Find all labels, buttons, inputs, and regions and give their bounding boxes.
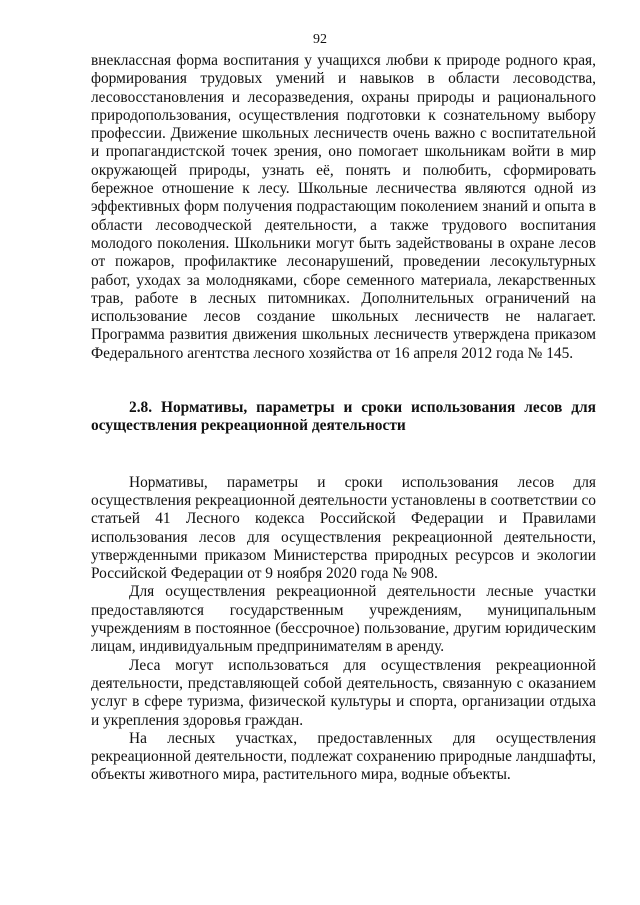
spacer — [91, 436, 596, 474]
section-paragraph: На лесных участках, предоставленных для осуществления рекреационной деятельности, подлежат сохранению природные ландшафты, объекты животного мира, растительного мира, водные объекты. — [91, 729, 596, 784]
section-paragraph: Леса могут использоваться для осуществления рекреационной деятельности, представляющей собой деятельность, связанную с оказанием услуг в сфере туризма, физической культуры и спорта, организации отдыха и укрепления здоровья граждан. — [91, 656, 596, 729]
paragraph-continued: внеклассная форма воспитания у учащихся любви к природе родного края, формирования трудовых умений и навыков в области лесоводства, лесовосстановления и лесоразведения, охраны природы и рационального природопользования, осуществления подготовки к сознательному выбору профессии. Движение школьных лесничеств очень важно с воспитательной и пропагандистской точек зрения, оно помогает школьникам войти в мир окружающей природы, узнать её, понять и полюбить, сформировать бережное отношение к лесу. Школьные лесничества являются одной из эффективных форм получения подрастающим поколением знаний и опыта в области лесоводческой деятельности, а также трудового воспитания молодого поколения. Школьники могут быть задействованы в охране лесов от пожаров, профилактике лесонарушений, проведении лесокультурных работ, уходах за молодняками, сборе семенного материала, лекарственных трав, работе в лесных питомниках. Дополнительных ограничений на использование лесов создание школьных лесничеств не налагает. Программа развития движения школьных лесничеств утверждена приказом Федерального агентства лесного хозяйства от 16 апреля 2012 года № 145. — [91, 52, 596, 362]
page-content — [91, 52, 596, 785]
page-number: 92 — [313, 32, 327, 47]
section-paragraph: Нормативы, параметры и сроки использования лесов для осуществления рекреационной деятельности установлены в соответствии со статьей 41 Лесного кодекса Российской Федерации и Правилами использования лесов для осуществления рекреационной деятельности, утвержденными приказом Министерства природных ресурсов и экологии Российской Федерации от 9 ноября 2020 года № 908. — [91, 473, 596, 583]
section-heading: 2.8. Нормативы, параметры и сроки использования лесов для осуществления рекреационной деятельности — [91, 399, 596, 435]
spacer — [91, 363, 596, 399]
section-paragraph: Для осуществления рекреационной деятельности лесные участки предоставляются государственным учреждениям, муниципальным учреждениям в постоянное (бессрочное) пользование, другим юридическим лицам, индивидуальным предпринимателям в аренду. — [91, 583, 596, 656]
